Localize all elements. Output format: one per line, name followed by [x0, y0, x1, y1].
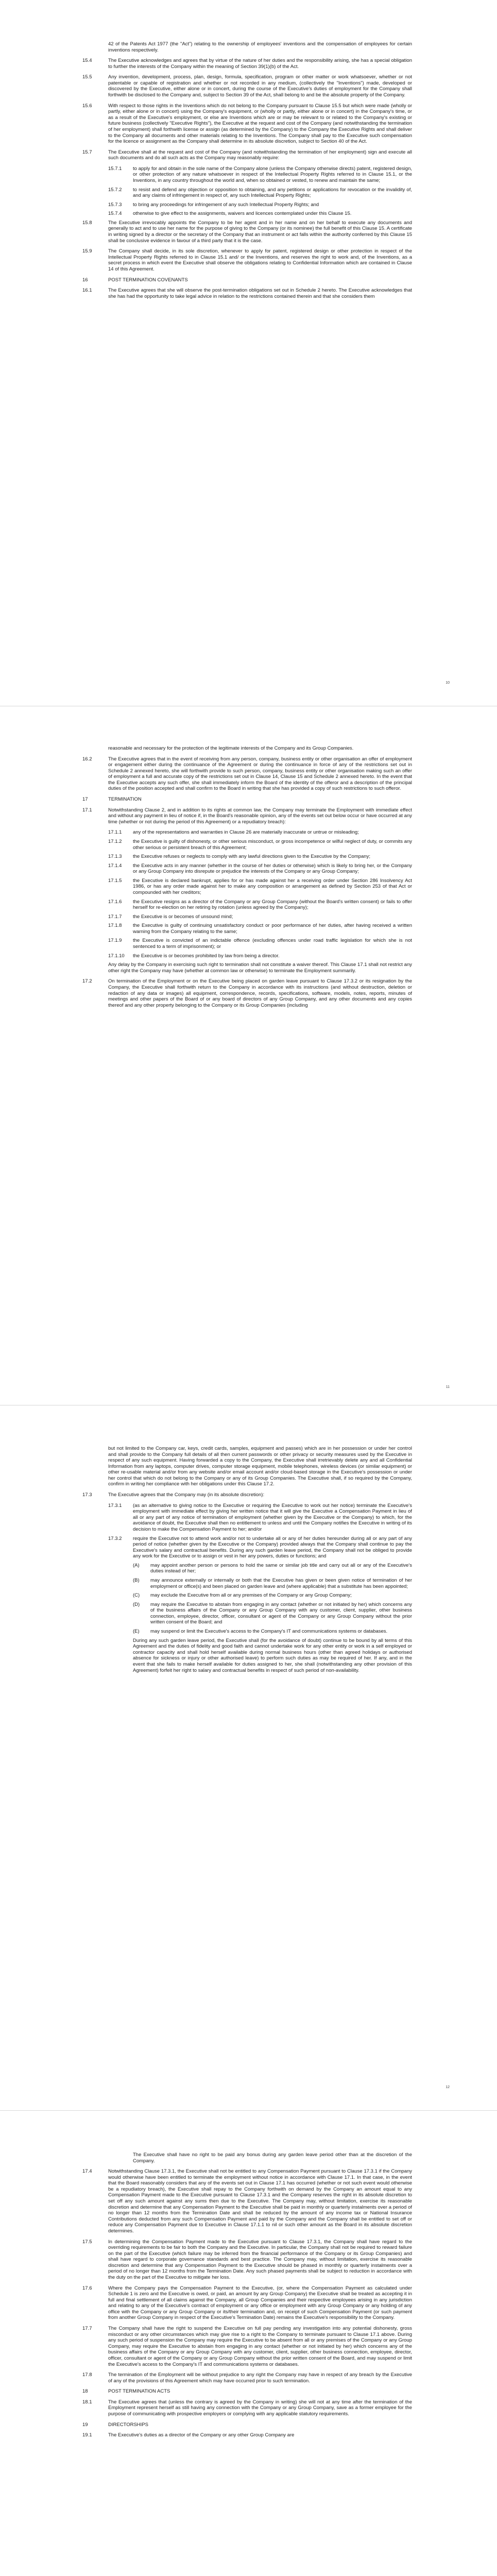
- clause-text: may announce externally or internally or both that the Executive has given or been given notice of termination of her employment or office(s) and been placed on garden leave and (where applicable) that a substitute has been appointed;: [150, 1577, 412, 1589]
- subclause: [108, 187, 412, 199]
- clause: [82, 149, 412, 161]
- continuation-text: Any delay by the Company in exercising such right to termination shall not constitute a waiver thereof. This Clause 17.1 shall not restrict any other right the Company may have (whether at common law or otherwise) to terminate the Employment summarily.: [108, 962, 412, 974]
- clause-text: (as an alternative to giving notice to the Executive or requiring the Executive to work out her notice) terminate the Executive's employment with immediate effect by giving her written notice that it will give the Executive a Compensation Payment in lieu of all or any part of any notice of termination of employment (whether given by the Executive or the Company) to which, for the avoidance of doubt, the Executive shall then no entitlement to unless and until the Company notifies the Executive in writing of its decision to make the Compensation Payment to her; and/or: [133, 1502, 412, 1532]
- clause-number: 15.7.1: [108, 165, 122, 172]
- clause-number: 17.8: [82, 2372, 92, 2378]
- clause-number: 18.1: [82, 2399, 92, 2405]
- page-10: [0, 0, 497, 706]
- subclause: [108, 839, 412, 851]
- clause-number: (A): [133, 1562, 140, 1568]
- clause-number: 17.1.7: [108, 913, 122, 920]
- clause-number: 15.7.3: [108, 201, 122, 208]
- clause-text: On termination of the Employment or on the Executive being placed on garden leave pursuant to Clause 17.3.2 or its resignation by the Company, the Executive shall forthwith return to the Company in accordance with its instructions (and without destruction, deletion or redaction of any data or images) all equipment, correspondence, records, specifications, software, models, notes, reports, minutes of meetings and other papers of the Board of or any board of directors of any Group Company, and any other documents and any copies thereof and any other property belonging to the Company or its Group Companies (including: [108, 978, 412, 1008]
- clause-number: (D): [133, 1601, 140, 1607]
- clause: [82, 2168, 412, 2234]
- clause: [82, 2432, 412, 2438]
- clause-number: 16.2: [82, 756, 92, 762]
- page-content: [82, 1446, 412, 1678]
- clause-text: The Executive agrees that in the event of receiving from any person, company, business entity or other organisation an offer of employment or engagement either during the continuance of the Agreement or during the continuance in force of any of the restrictions set out in Schedule 2 annexed hereto, she will forthwith provide to such person, company, business entity or other organisation making such an offer of employment a full and accurate copy of the restrictions set out in Clause 14, Clause 15 and Schedule 2 annexed hereto. In the event that the Executive accepts any such offer, she shall immediately inform the Board of the identity of the offeror and a description of the principal duties of the position accepted and shall confirm to the Board in writing that she has provided a copy of such restrictions to such offeror.: [108, 756, 412, 792]
- subclause: [108, 1503, 412, 1533]
- page-11: [0, 706, 497, 1404]
- subclause: [108, 923, 412, 935]
- clause-text: may appoint another person or persons to hold the same or similar job title and carry out all or any of the Executive's duties instead of her;: [150, 1562, 412, 1574]
- clause-text: Any invention, development, process, plan, design, formula, specification, program or other matter or work whatsoever, whether or not patentable or capable of registration and whether or not recorded in any medium, (collectively the "Inventions") made, developed or discovered by the Executive, either alone or in concert, during the course of the Executive's duties of employment for the Company shall forthwith be disclosed to the Company and, subject to Section 39 of the Act, shall belong to and be the absolute property of the Company.: [108, 74, 412, 98]
- continuation-text: but not limited to the Company car, keys, credit cards, samples, equipment and passes) which are in her possession or under her control and shall provide to the Company full details of all then current passwords or other privacy or security measures used by the Executive in respect of any such equipment. Having forwarded a copy to the Company, the Executive shall irretrievably delete any and all Confidential Information from any laptops, computer drives, computer storage equipment, mobile telephones, wireless devices (or similar equipment) or other re-usable material and/or from any website and/or email account and/or cloud-based storage in the Executive's possession or under her control that which do not belong to the Company or any of its Group Companies. The Executive shall, if so required by the Company, confirm in writing her compliance with her obligations under this Clause 17.2.: [108, 1446, 412, 1487]
- clause: [82, 58, 412, 70]
- subclause: [108, 899, 412, 911]
- clause-text: The Executive's duties as a director of the Company or any other Group Company are: [108, 2432, 295, 2438]
- clause-text: the Executive is declared bankrupt, applies for or has made against her a receiving order under Section 286 Insolvency Act 1986, or has any order made against her to make any composition or arrangement as defined by Section 253 of that Act or compounded with her creditors;: [133, 877, 412, 895]
- clause-number: 15.9: [82, 248, 92, 255]
- clause-text: the Executive is guilty of continuing unsatisfactory conduct or poor performance of her duties, after having received a written warning from the Company relating to the same;: [133, 923, 412, 935]
- section-heading: [82, 796, 412, 803]
- clause-number: 17.3.1: [108, 1502, 122, 1509]
- page-content: [82, 41, 412, 304]
- subclause: [108, 878, 412, 896]
- clause-number: 17.1.2: [108, 838, 122, 844]
- clause-number: 17.1.4: [108, 862, 122, 869]
- clause: [82, 248, 412, 272]
- clause-number: 17.1.8: [108, 923, 122, 929]
- clause-text: TERMINATION: [108, 796, 142, 803]
- clause: [82, 978, 412, 1008]
- clause-number: 15.7.4: [108, 211, 122, 217]
- page-content: [82, 2152, 412, 2443]
- clause-text: may require the Executive to abstain from engaging in any contact (whether or not initiated by her) which concerns any of the business affairs of the Company or any Group Company with any customer, client, supplier, other business connection, employee, director, officer, consultant or agent of the Company or any Group Company without the prior written consent of the Board; and: [150, 1601, 412, 1625]
- page-number: 11: [445, 1385, 450, 1389]
- page-content: [82, 745, 412, 1013]
- clause-text: Where the Company pays the Compensation Payment to the Executive, (or, where the Compensation Payment as calculated under Schedule 1 is zero and the Executive is owed, or paid, an amount by any Group Company) the Executive shall be treated as accepting it in full and final settlement of all claims against the Company, all Group Companies and their respective employees arising in any jurisdiction and relating to any of the Executive's contract of employment or any office or employment with any Group Company or any holding of any office with the Company or any Group Company or its/their termination and, on receipt of such Compensation Payment (or such payment from another Group Company in respect of the Executive's Termination Date) remains the Executive's responsibility to the Company.: [108, 2285, 412, 2321]
- lettered-item: [133, 1592, 412, 1599]
- clause-text: The Executive shall at the request and cost of the Company (and notwithstanding the termination of her employment) sign and execute all such documents and do all such acts as the Company may reasonably require:: [108, 149, 412, 161]
- clause-text: the Executive is or becomes of unsound mind;: [133, 913, 233, 920]
- clause-number: 17.2: [82, 978, 92, 985]
- subclause: [108, 211, 412, 217]
- clause-text: may suspend or limit the Executive's access to the Company's IT and communications systems or databases.: [150, 1629, 388, 1635]
- page-12: [0, 1405, 497, 2110]
- clause-number: (B): [133, 1577, 140, 1583]
- clause: [82, 2399, 412, 2417]
- section-heading: [82, 2422, 412, 2428]
- subclause: [108, 863, 412, 875]
- clause-text: any of the representations and warranties in Clause 26 are materially inaccurate or untrue or misleading;: [133, 829, 359, 836]
- clause-text: the Executive acts in any manner (whether in the course of her duties or otherwise) which is likely to bring her, or the Company or any Group Company into disrepute or prejudice the interests of the Company or any Group Company;: [133, 862, 412, 875]
- clause-text: POST TERMINATION COVENANTS: [108, 277, 188, 283]
- clause-text: The Executive irrevocably appoints the Company to be her agent and in her name and on her behalf to execute any documents and generally to act and to use her name for the purpose of giving to the Company (or its nominee) the full benefit of this Clause 15. A certificate in writing signed by a director or the secretary of the Company that an instrument or act falls within the authority conferred by this Clause 15 shall be conclusive evidence in favour of a third party that it is the case.: [108, 219, 412, 244]
- clause-text: Notwithstanding Clause 2, and in addition to its rights at common law, the Company may terminate the Employment with immediate effect and without any payment in lieu of notice if, in the Board's reasonable opinion, any of the events set out below occur or have occurred at any time (whether or not during the period of this Agreement) or a repudiatory breach):: [108, 807, 412, 825]
- clause-number: 17.4: [82, 2168, 92, 2175]
- clause: [82, 103, 412, 145]
- clause-number: 15.5: [82, 74, 92, 80]
- clause-number: (C): [133, 1592, 140, 1599]
- clause-text: DIRECTORSHIPS: [108, 2421, 148, 2428]
- lettered-item: [133, 1602, 412, 1625]
- clause: [82, 807, 412, 825]
- clause: [82, 756, 412, 792]
- clause-number: 17.1.5: [108, 877, 122, 884]
- clause-number: 17.1.3: [108, 854, 122, 860]
- clause-text: to bring any proceedings for infringement of any such Intellectual Property Rights; and: [133, 201, 319, 208]
- clause-number: 18: [82, 2388, 88, 2395]
- page-13: [0, 2111, 497, 2576]
- subclause: [108, 914, 412, 920]
- section-heading: [82, 277, 412, 283]
- subclause: [108, 953, 412, 959]
- clause-number: 17.1.1: [108, 829, 122, 836]
- clause: [82, 2372, 412, 2384]
- subclause: [108, 1536, 412, 1560]
- subclause: [108, 166, 412, 184]
- clause-number: 15.8: [82, 219, 92, 226]
- clause: [82, 2326, 412, 2367]
- clause-number: 17.1.6: [108, 899, 122, 905]
- clause: [82, 1492, 412, 1498]
- clause-text: otherwise to give effect to the assignments, waivers and licences contemplated under this Clause 15.: [133, 211, 352, 217]
- clause-text: the Executive is convicted of an indictable offence (excluding offences under road traffic legislation for which she is not sentenced to a term of imprisonment); or: [133, 938, 412, 950]
- clause-text: In determining the Compensation Payment made to the Executive pursuant to Clause 17.3.1, the Company shall have regard to the overriding requirements to be fair to both the Company and the Executive. In particular, the Company shall not be required to reward failure on the part of the Executive (which failure may be inferred from the financial performance of the Company or its Group Companies) and shall have regard to corporate governance standards and best practice. The Company may, without limitation, exercise its reasonable discretion and determine that any Compensation Payment to the Executive should be phased in monthly or quarterly instalments over a period of no longer than 12 months from the Termination Date. Any such phased payments shall be subject to reduction in accordance with the duty on the part of the Executive to mitigate her loss.: [108, 2239, 412, 2280]
- clause-text: to resist and defend any objection or opposition to obtaining, and any petitions or applications for revocation or the invalidity of, and any claims of infringement in respect of, any such Intellectual Property Rights;: [133, 187, 412, 199]
- subclause: [108, 938, 412, 950]
- clause: [82, 2285, 412, 2321]
- continuation-text: reasonable and necessary for the protection of the legitimate interests of the Company and its Group Companies.: [108, 745, 354, 751]
- clause-text: With respect to those rights in the Inventions which do not belong to the Company pursuant to Clause 15.5 but which were made (wholly or partly, either alone or in concert) using the Company's equipment, or (wholly or partly, either alone or in concert) in the Company's time, or as a result of the Executive's employment, or else are Inventions which are or may be relevant to or related to the Company's existing or future business (collectively "Executive Rights"), the Executive at the request and cost of the Company (and notwithstanding the termination of her employment) shall forthwith license or assign (as determined by the Company) to the Company the Executive Rights and shall deliver to the Company all documents and other materials relating to the Inventions. The Company shall pay to the Executive such compensation for the licence or assignment as the Company shall determine in its absolute discretion, subject to Section 40 of the Act.: [108, 103, 412, 145]
- clause: [82, 2239, 412, 2281]
- subclause: [108, 829, 412, 836]
- clause-text: the Executive resigns as a director of the Company or any Group Company (without the Board's written consent) or fails to offer herself for re-election on her retiring by rotation (unless agreed by the Company);: [133, 899, 412, 911]
- subclause: [108, 202, 412, 208]
- clause-number: 17.5: [82, 2239, 92, 2245]
- indented-paragraph: The Executive shall have no right to be paid any bonus during any garden leave period other than at the discretion of the Company.: [133, 2152, 412, 2164]
- clause-number: 17.6: [82, 2285, 92, 2291]
- clause-number: 15.7: [82, 149, 92, 155]
- clause-number: 17: [82, 796, 88, 803]
- clause-number: 15.4: [82, 58, 92, 64]
- subclause: [108, 854, 412, 860]
- clause-text: the Executive refuses or neglects to comply with any lawful directions given to the Executive by the Company;: [133, 854, 370, 860]
- clause-text: The Company shall have the right to suspend the Executive on full pay pending any investigation into any potential dishonesty, gross misconduct or any other circumstances which may give rise to a right to the Company to terminate pursuant to Clause 17.1 above. During any such period of suspension the Company may require the Executive to be absent from all or any premises of the Company or any Group Company, may require the Executive to abstain from engaging in any contact (whether or not initiated by her) which concerns any of the business affairs of the Company or any Group Company with any customer, client, supplier, other business connection, employee, director, officer, consultant or agent of the Company or any Group Company without the prior written consent of the Board, and may suspend or limit the Executive's access to the Company's IT and communications systems or databases.: [108, 2326, 412, 2367]
- clause-text: Notwithstanding Clause 17.3.1, the Executive shall not be entitled to any Compensation Payment pursuant to Clause 17.3.1 if the Company would otherwise have been entitled to terminate the employment without notice in accordance with Clause 17.1. In that case, in the event that the Board reasonably considers that any of the events set out in Clause 17.1 has occurred (whether or not such event would otherwise be a repudiatory breach), the Executive shall repay to the Company forthwith on demand by the Company an amount equal to any Compensation Payment made to the Executive pursuant to Clause 17.3.1 and the Company reserves the right in its absolute discretion to set off any such amount against any sums then due to the Executive. The Company may, without limitation, exercise its reasonable discretion and determine that any Compensation Payment to the Executive shall be paid in monthly or quarterly instalments over a period of no longer than 12 months from the Termination Date and shall be reduced by the amount of any income tax or National Insurance Contributions deducted from any such Compensation Payment and paid by the Company and the Company shall be entitled to set off or reduce any Compensation Payment due to Executive in Clause 17.1.1 to nil or such other amount as the Board in its absolute discretion determines.: [108, 2168, 412, 2234]
- clause-number: 17.1.10: [108, 953, 125, 959]
- page-number: 10: [445, 681, 450, 685]
- section-heading: [82, 2388, 412, 2395]
- clause-number: 15.7.2: [108, 187, 122, 193]
- page-number: 12: [445, 2086, 450, 2089]
- clause-text: The Executive agrees that the Company may (in its absolute discretion):: [108, 1492, 265, 1498]
- clause-number: 16: [82, 277, 88, 283]
- clause-text: The Executive agrees that she will observe the post-termination obligations set out in Schedule 2 hereto. The Executive acknowledges that she has had the opportunity to take legal advice in relation to the restrictions contained therein and that she considers them: [108, 287, 412, 299]
- clause-text: the Executive is or becomes prohibited by law from being a director.: [133, 953, 280, 959]
- clause-text: to apply for and obtain in the sole name of the Company alone (unless the Company otherwise directs) patent, registered design, or other protection of any nature whatsoever in respect of the Intellectual Property Rights referred to in Clause 15.1, or the Inventions, in any country throughout the world and, when so obtained or vested, to renew and maintain the same;: [133, 165, 412, 183]
- clause-number: 17.3.2: [108, 1535, 122, 1541]
- clause-number: 19.1: [82, 2432, 92, 2438]
- clause-text: The Executive agrees that (unless the contrary is agreed by the Company in writing) she will not at any time after the termination of the Employment represent herself as still having any connection with the Company or any Group Company, save as a former employee for the purpose of communicating with prospective employers or complying with any applicable statutory requirements.: [108, 2399, 412, 2417]
- clause-number: 17.1: [82, 807, 92, 813]
- clause-number: 17.1.9: [108, 938, 122, 944]
- lettered-item: [133, 1578, 412, 1589]
- clause-text: The Company shall decide, in its sole discretion, whenever to apply for patent, registered design or other protection in respect of the Intellectual Property Rights referred to in Clause 15.1 and/ or the Inventions, and reserves the right to work and, of the Inventions, as a secret process in which event the Executive shall observe the obligations relating to Confidential Information which are contained in Clause 14 of this Agreement.: [108, 248, 412, 272]
- clause: [82, 220, 412, 244]
- clause-text: The Executive acknowledges and agrees that by virtue of the nature of her duties and the responsibility arising, she has a special obligation to further the interests of the Company within the meaning of Section 39(1)(b) of the Act.: [108, 58, 412, 70]
- clause-text: the Executive is guilty of dishonesty, or other serious misconduct, or gross incompetence or wilful neglect of duty, or commits any other serious or persistent breach of this Agreement;: [133, 838, 412, 851]
- clause-number: 16.1: [82, 287, 92, 294]
- clause-number: 19: [82, 2421, 88, 2428]
- lettered-item: [133, 1563, 412, 1574]
- clause-text: POST TERMINATION ACTS: [108, 2388, 170, 2395]
- clause-text: require the Executive not to attend work and/or not to undertake all or any of her duties hereunder during all or any part of any period of notice (whether given by the Executive or the Company) provided always that the Company shall continue to pay the Executive's salary and contractual benefits. During any such garden leave period, the Company shall not be obliged to provide any work for the Executive or to assign or vest in her any powers, duties or functions; and: [133, 1535, 412, 1560]
- continuation-text: 42 of the Patents Act 1977 (the "Act") relating to the ownership of employees' inventions and the compensation of employees for certain inventions respectively.: [108, 41, 412, 53]
- lettered-item: [133, 1629, 412, 1635]
- clause-number: 15.6: [82, 103, 92, 109]
- clause-number: (E): [133, 1629, 140, 1635]
- indented-paragraph: During any such garden leave period, the Executive shall (for the avoidance of doubt) continue to be bound by all terms of this Agreement and the duties of fidelity and good faith and cannot undertake work for any other entity or work in a self employed or contractor capacity and shall hold herself available during normal business hours (other than agreed holidays or authorised absence for sickness or injury or other authorised leave) to perform such duties as may be required of her. If any, and in the event that she fails to make herself available for duties assigned to her, she shall (notwithstanding any other provision of this Agreement) forfeit her right to salary and contractual benefits in respect of such period of non-availability.: [133, 1637, 412, 1673]
- clause: [82, 287, 412, 299]
- clause-text: The termination of the Employment will be without prejudice to any right the Company may have in respect of any breach by the Executive of any of the provisions of this Agreement which may have occurred prior to such termination.: [108, 2372, 412, 2384]
- clause-text: may exclude the Executive from all or any premises of the Company or any Group Company;: [150, 1592, 352, 1599]
- clause: [82, 74, 412, 98]
- clause-number: 17.3: [82, 1492, 92, 1498]
- clause-number: 17.7: [82, 2326, 92, 2332]
